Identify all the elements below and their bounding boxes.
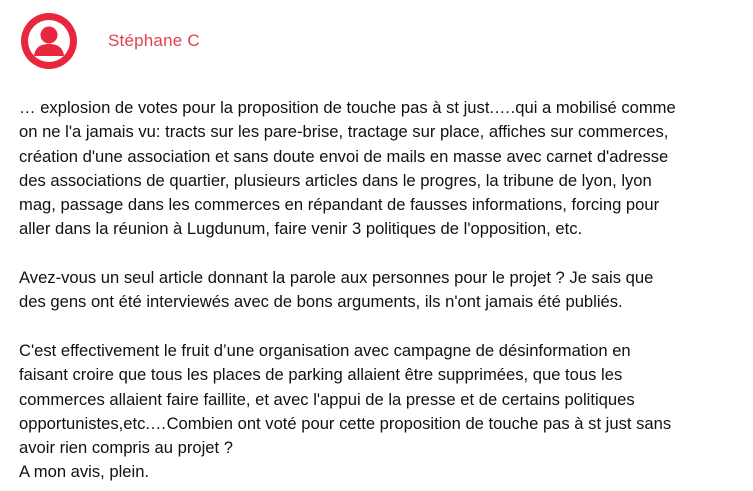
user-silhouette-icon <box>21 13 77 69</box>
comment-line: création d'une association et sans doute envoi de mails en masse avec carnet d'adresse <box>19 146 669 166</box>
comment-body <box>19 96 753 485</box>
author-name-container <box>108 31 215 51</box>
comment-line: faisant croire que tous les places de parking allaient être supprimées, que tous les <box>19 365 623 385</box>
comment-line: on ne l'a jamais vu: tracts sur les pare-brise, tractage sur place, affiches sur commerces, <box>19 122 669 142</box>
comment-line: mag, passage dans les commerces en répandant de fausses informations, forcing pour <box>19 195 660 215</box>
comment-header <box>21 13 215 69</box>
comment-line: des associations de quartier, plusieurs articles dans le progres, la tribune de lyon, lyon <box>19 170 652 190</box>
comment-line: aller dans la réunion à Lugdunum, faire venir 3 politiques de l'opposition, etc. <box>19 219 583 239</box>
author-name[interactable]: Stéphane C <box>108 31 200 50</box>
comment-line: C'est effectivement le fruit d’une organisation avec campagne de désinformation en <box>19 340 631 360</box>
comment-paragraph-2 <box>19 266 753 315</box>
comment-line: avoir rien compris au projet ? <box>19 438 233 458</box>
comment-line: A mon avis, plein. <box>19 462 150 482</box>
comment-paragraph-1 <box>19 96 753 242</box>
comment-line: opportunistes,etc.…Combien ont voté pour cette proposition de touche pas à st just sans <box>19 413 672 433</box>
comment-line: commerces allaient faire faillite, et avec l'appui de la presse et de certains politiques <box>19 389 635 409</box>
comment-line: des gens ont été interviewés avec de bons arguments, ils n'ont jamais été publiés. <box>19 292 623 312</box>
comment-paragraph-3 <box>19 339 753 485</box>
comment-line: Avez-vous un seul article donnant la parole aux personnes pour le projet ? Je sais que <box>19 268 654 288</box>
avatar[interactable] <box>21 13 77 69</box>
comment-line: … explosion de votes pour la proposition de touche pas à st just.….qui a mobilisé comme <box>19 98 676 117</box>
